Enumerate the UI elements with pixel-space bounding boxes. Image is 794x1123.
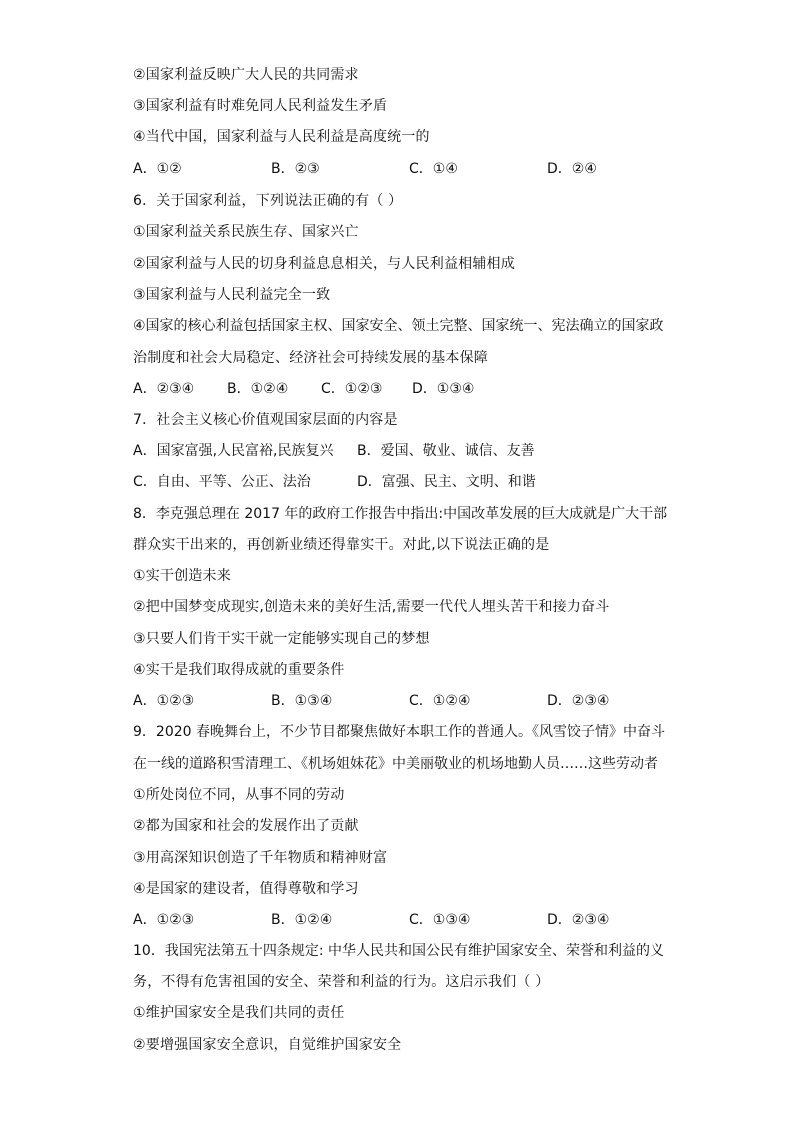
q9-item-4: ④是国家的建设者，值得尊敬和学习 <box>133 881 359 897</box>
q10-item-2: ②要增强国家安全意识，自觉维护国家安全 <box>133 1037 402 1053</box>
q10-item-1: ①维护国家安全是我们共同的责任 <box>133 1005 345 1021</box>
q9-stem-line-1: 9．2020 春晚舞台上，不少节目都聚焦做好本职工作的普通人。《风雪饺子情》中奋斗 <box>133 724 665 740</box>
q6-option-a: A．②③④ <box>133 381 195 397</box>
q6-item-4-cont: 治制度和社会大局稳定、经济社会可持续发展的基本保障 <box>133 350 488 366</box>
q7-option-b: B．爱国、敬业、诚信、友善 <box>357 443 535 459</box>
q8-option-a: A．①②③ <box>133 693 195 709</box>
q9-option-b: B．①②④ <box>271 912 333 928</box>
q8-stem-line-2: 群众实干出来的，再创新业绩还得靠实干。对此,以下说法正确的是 <box>133 537 550 553</box>
q6-item-3: ③国家利益与人民利益完全一致 <box>133 287 331 303</box>
q7-option-d: D．富强、民主、文明、和谐 <box>357 474 536 490</box>
q6-option-c: C．①②③ <box>321 381 383 397</box>
q5-option-b: B．②③ <box>271 161 320 177</box>
q6-options <box>133 378 693 400</box>
q5-option-d: D．②④ <box>547 161 597 177</box>
q8-option-c: C．①②④ <box>409 693 471 709</box>
q6-stem: 6．关于国家利益，下列说法正确的有（ ） <box>133 193 403 209</box>
q8-item-1: ①实干创造未来 <box>133 568 231 584</box>
q10-stem-line-2: 务，不得有危害祖国的安全、荣誉和利益的行为。这启示我们（ ） <box>133 974 550 990</box>
q6-item-1: ①国家利益关系民族生存、国家兴亡 <box>133 224 359 240</box>
q6-item-4: ④国家的核心利益包括国家主权、国家安全、领土完整、国家统一、宪法确立的国家政 <box>133 318 664 334</box>
q7-option-a: A．国家富强,人民富裕,民族复兴 <box>133 443 334 459</box>
q8-option-d: D．②③④ <box>547 693 610 709</box>
q8-stem-line-1: 8．李克强总理在 2017 年的政府工作报告中指出:中国改革发展的巨大成就是广大干部 <box>133 506 668 522</box>
q9-option-a: A．①②③ <box>133 912 195 928</box>
q8-item-4: ④实干是我们取得成就的重要条件 <box>133 662 345 678</box>
q8-item-3: ③只要人们肯干实干就一定能够实现自己的梦想 <box>133 631 430 647</box>
q5-options <box>133 158 693 180</box>
q7-option-c: C．自由、平等、公正、法治 <box>133 474 311 490</box>
q8-item-2: ②把中国梦变成现实,创造未来的美好生活,需要一代代人埋头苦干和接力奋斗 <box>133 599 610 615</box>
q8-options <box>133 690 693 712</box>
q8-option-b: B．①③④ <box>271 693 333 709</box>
q5-item-4: ④当代中国，国家利益与人民利益是高度统一的 <box>133 129 430 145</box>
q9-option-c: C．①③④ <box>409 912 471 928</box>
q9-item-3: ③用高深知识创造了千年物质和精神财富 <box>133 850 388 866</box>
q5-item-3: ③国家利益有时难免同人民利益发生矛盾 <box>133 98 388 114</box>
q7-options-row1 <box>133 440 693 462</box>
q10-stem-line-1: 10．我国宪法第五十四条规定: 中华人民共和国公民有维护国家安全、荣誉和利益的义 <box>133 943 664 959</box>
q9-item-2: ②都为国家和社会的发展作出了贡献 <box>133 818 359 834</box>
q6-option-d: D．①③④ <box>412 381 475 397</box>
q9-stem-line-2: 在一线的道路积雪清理工、《机场姐妹花》中美丽敬业的机场地勤人员……这些劳动者 <box>133 756 658 772</box>
q7-options-row2 <box>133 471 693 493</box>
q5-item-2: ②国家利益反映广大人民的共同需求 <box>133 67 359 83</box>
q6-item-2: ②国家利益与人民的切身利益息息相关，与人民利益相辅相成 <box>133 256 515 272</box>
q6-option-b: B．①②④ <box>227 381 289 397</box>
q9-options <box>133 909 693 931</box>
q7-stem: 7．社会主义核心价值观国家层面的内容是 <box>133 412 398 428</box>
q5-option-a: A．①② <box>133 161 182 177</box>
q9-option-d: D．②③④ <box>547 912 610 928</box>
q5-option-c: C．①④ <box>409 161 458 177</box>
q9-item-1: ①所处岗位不同，从事不同的劳动 <box>133 787 345 803</box>
